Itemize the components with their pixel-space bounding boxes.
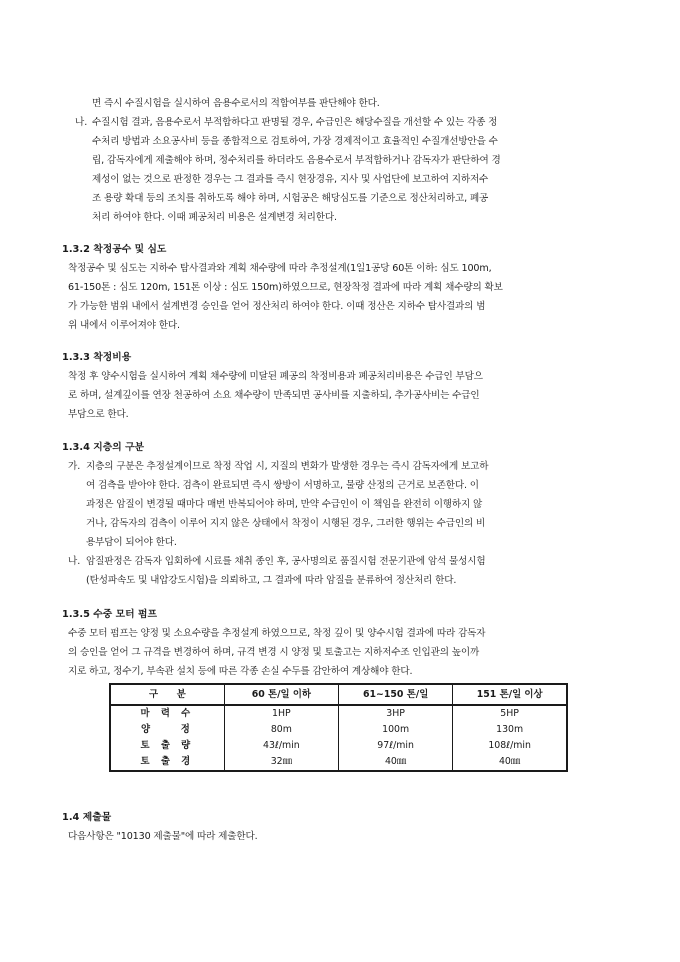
- table-row-label: 토 출 경: [140, 756, 195, 767]
- paragraph-line: 의 승인을 얻어 그 규격을 변경하여 하며, 규격 변경 시 양정 및 토출고는 지하저수조 인입관의 높이까: [68, 647, 480, 658]
- section-heading: 1.4 제출물: [62, 812, 112, 823]
- paragraph-line: 거나, 감독자의 검측이 이루어 지지 않은 상태에서 착정이 시행된 경우, 그러한 행위는 수급인의 비: [86, 518, 486, 529]
- table-cell: 40㎜: [339, 754, 453, 771]
- paragraph-line: 수질시험 결과, 음용수로서 부적합하다고 판명될 경우, 수급인은 해당수질을 개선할 수 있는 각종 정: [92, 117, 498, 128]
- paragraph-line: 지층의 구분은 추정설계이므로 착정 작업 시, 지질의 변화가 발생한 경우는 즉시 감독자에게 보고하: [86, 461, 489, 472]
- paragraph-line: 다음사항은 "10130 제출물"에 따라 제출한다.: [68, 831, 258, 842]
- paragraph-line: 제성이 없는 것으로 판정한 경우는 그 결과를 즉시 현장경유, 지사 및 사업단에 보고하여 지하저수: [92, 174, 489, 185]
- paragraph-line: 립, 감독자에게 제출해야 하며, 정수처리를 하더라도 음용수로서 부적합하거나 감독자가 판단하여 경: [92, 155, 501, 166]
- table-cell: 108ℓ/min: [453, 738, 567, 754]
- table-cell: 40㎜: [453, 754, 567, 771]
- table-cell: 97ℓ/min: [339, 738, 453, 754]
- table-row-label: 토 출 량: [140, 740, 195, 751]
- table-cell: 32㎜: [224, 754, 338, 771]
- table-cell: 3HP: [339, 705, 453, 722]
- table-cell: 1HP: [224, 705, 338, 722]
- table-header-cell: 61~150 톤/일: [339, 684, 453, 705]
- table-row-label: 양 정: [140, 724, 194, 735]
- table-cell: 80m: [224, 722, 338, 738]
- paragraph-line: 61-150톤 : 심도 120m, 151톤 이상 : 심도 150m)하였으므로, 현장착정 결과에 따라 계획 채수량의 확보: [68, 282, 503, 293]
- list-marker: 나.: [75, 117, 88, 128]
- table-header-cell: 151 톤/일 이상: [453, 684, 567, 705]
- table-row: [110, 722, 567, 738]
- paragraph-line: (탄성파속도 및 내압강도시험)을 의뢰하고, 그 결과에 따라 암질을 분류하여 정산처리 한다.: [86, 575, 457, 586]
- paragraph-line: 수중 모터 펌프는 양정 및 소요수량을 추정설계 하였으므로, 착정 깊이 및 양수시험 결과에 따라 감독자: [68, 628, 486, 639]
- table-row: [110, 738, 567, 754]
- list-marker: 나.: [68, 556, 81, 567]
- table-cell: 130m: [453, 722, 567, 738]
- paragraph-line: 로 하며, 설계깊이를 연장 천공하여 소요 채수량이 만족되면 공사비를 지출하되, 추가공사비는 수급인: [68, 390, 480, 401]
- paragraph-line: 착정공수 및 심도는 지하수 탐사결과와 계획 채수량에 따라 추정설계(1일1공당 60톤 이하: 심도 100m,: [68, 263, 492, 274]
- table-row-label: 마 력 수: [140, 708, 195, 719]
- table-row: [110, 754, 567, 771]
- table-header-cell: 구 분: [110, 684, 224, 705]
- table-header-row: [110, 684, 567, 705]
- table-row: [110, 705, 567, 722]
- paragraph-line: 지로 하고, 정수기, 부속관 설치 등에 따른 각종 손실 수두를 감안하여 계상해야 한다.: [68, 666, 413, 677]
- paragraph-line: 과정은 암질이 변경될 때마다 매번 반복되어야 하며, 만약 수급인이 이 책임을 완전히 이행하지 않: [86, 499, 483, 510]
- table-cell: 5HP: [453, 705, 567, 722]
- section-heading: 1.3.3 착정비용: [62, 352, 132, 363]
- paragraph-line: 수처리 방법과 소요공사비 등을 종합적으로 검토하여, 가장 경제적이고 효율적인 수질개선방안을 수: [92, 136, 498, 147]
- table-header-cell: 60 톤/일 이하: [224, 684, 338, 705]
- paragraph-line: 착정 후 양수시험을 실시하여 계획 채수량에 미달된 폐공의 착정비용과 폐공처리비용은 수급인 부담으: [68, 371, 483, 382]
- table-cell: 43ℓ/min: [224, 738, 338, 754]
- paragraph-line: 처리 하여야 한다. 이때 폐공처리 비용은 설계변경 처리한다.: [92, 212, 337, 223]
- paragraph-line: 위 내에서 이루어져야 한다.: [68, 320, 180, 331]
- paragraph-line: 여 검측을 받아야 한다. 검측이 완료되면 즉시 쌍방이 서명하고, 물량 산정의 근거로 보존한다. 이: [86, 480, 479, 491]
- pump-spec-table: [109, 683, 568, 772]
- table-cell: 100m: [339, 722, 453, 738]
- list-marker: 가.: [68, 461, 81, 472]
- section-heading: 1.3.2 착정공수 및 심도: [62, 244, 167, 255]
- paragraph-line: 면 즉시 수질시험을 실시하여 음용수로서의 적합여부를 판단해야 한다.: [92, 98, 380, 109]
- paragraph-line: 부담으로 한다.: [68, 409, 129, 420]
- section-heading: 1.3.5 수중 모터 펌프: [62, 609, 157, 620]
- paragraph-line: 조 용량 확대 등의 조치를 취하도록 해야 하며, 시험공은 해당심도를 기준으로 정산처리하고, 폐공: [92, 193, 489, 204]
- paragraph-line: 가 가능한 범위 내에서 설계변경 승인을 얻어 정산처리 하여야 한다. 이때 정산은 지하수 탐사결과의 범: [68, 301, 486, 312]
- paragraph-line: 암질판정은 감독자 입회하에 시료를 채취 종인 후, 공사명의로 품질시험 전문기관에 암석 물성시험: [86, 556, 486, 567]
- paragraph-line: 용부담이 되어야 한다.: [86, 537, 177, 548]
- section-heading: 1.3.4 지층의 구분: [62, 442, 145, 453]
